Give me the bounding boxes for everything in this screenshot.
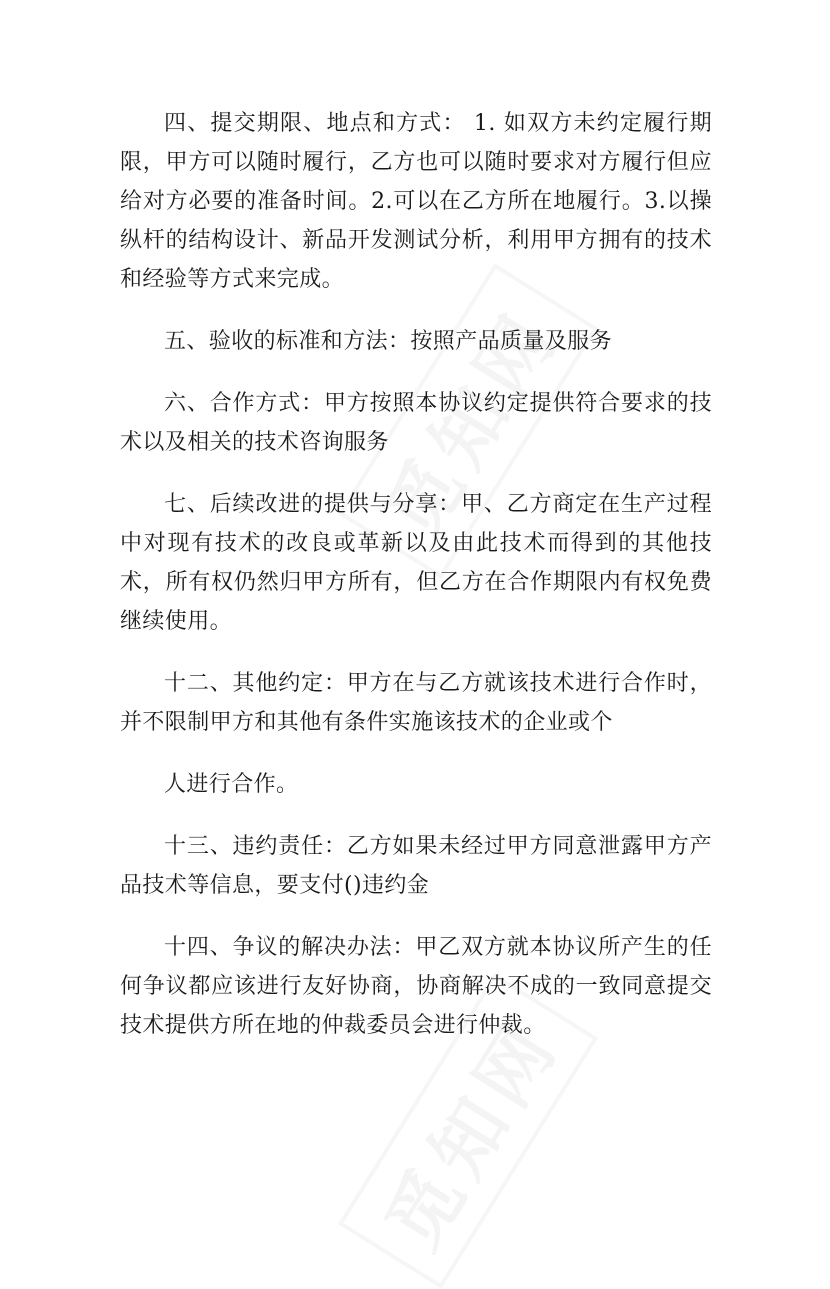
paragraph-breach-liability: 十三、违约责任：乙方如果未经过甲方同意泄露甲方产品技术等信息，要支付()违约金 (120, 834, 712, 898)
document-body (120, 104, 712, 1068)
paragraph-cooperation-method: 六、合作方式：甲方按照本协议约定提供符合要求的技术以及相关的技术咨询服务 (120, 391, 712, 455)
paragraph-acceptance-standards: 五、验收的标准和方法：按照产品质量及服务 (164, 329, 613, 354)
paragraph-dispute-resolution: 十四、争议的解决办法：甲乙双方就本协议所产生的任何争议都应该进行友好协商，协商解决不成的一致同意提交技术提供方所在地的仲裁委员会进行仲裁。 (120, 935, 712, 1038)
paragraph-follow-up-improvements: 七、后续改进的提供与分享：甲、乙方商定在生产过程中对现有技术的改良或革新以及由此技术而得到的其他技术，所有权仍然归甲方所有，但乙方在合作期限内有权免费继续使用。 (120, 492, 712, 634)
paragraph-other-agreements-continued: 人进行合作。 (164, 772, 299, 797)
paragraph-delivery-terms: 四、提交期限、地点和方式： 1. 如双方未约定履行期限，甲方可以随时履行，乙方也可以随时要求对方履行但应给对方必要的准备时间。2.可以在乙方所在地履行。3.以操纵杆的结构设计、新品开发测试分析，利用甲方拥有的技术和经验等方式来完成。 (120, 111, 712, 292)
paragraph-other-agreements: 十二、其他约定：甲方在与乙方就该技术进行合作时，并不限制甲方和其他有条件实施该技术的企业或个 (120, 671, 712, 735)
